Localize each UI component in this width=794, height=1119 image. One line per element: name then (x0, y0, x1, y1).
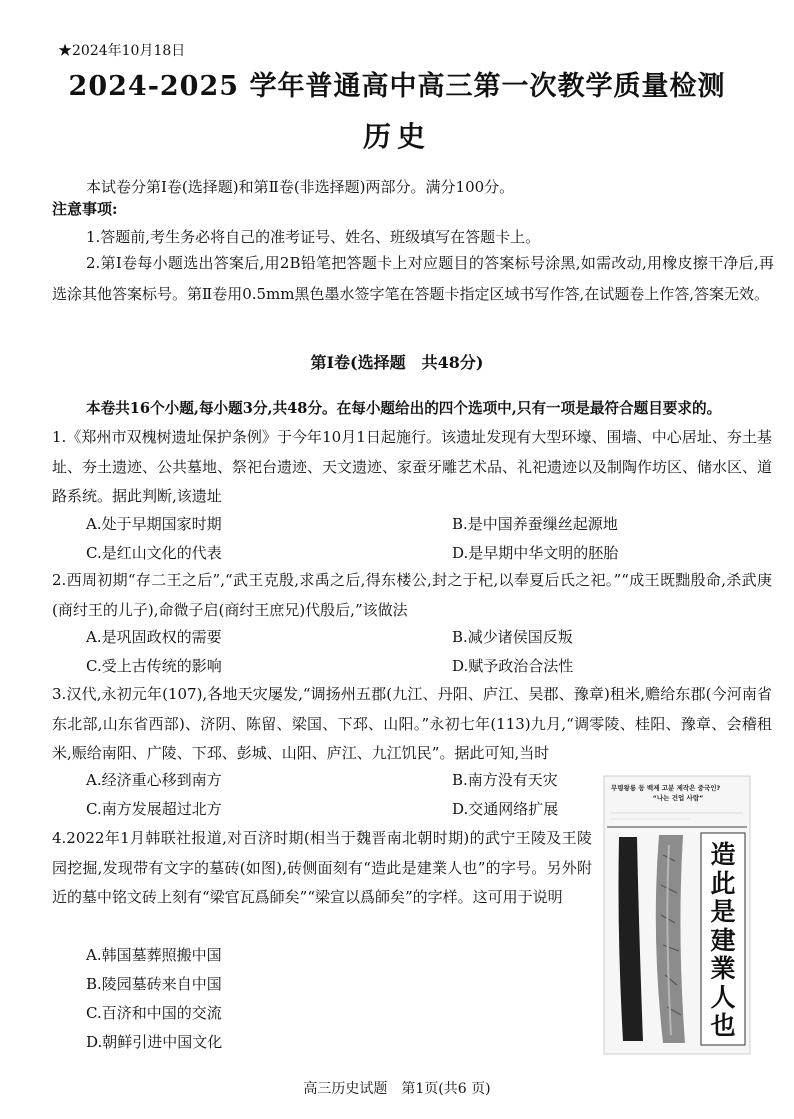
inscription-text: 造此是建業人也 (710, 840, 736, 1040)
exam-date: ★2024年10月18日 (58, 43, 186, 59)
question-3-stem: 3.汉代,永初元年(107),各地天灾屡发,“调扬州五郡(九江、丹阳、庐江、吴郡、豫章)租米,赡给东郡(今河南省东北部,山东省西部)、济阴、陈留、梁国、下邳、山阳。”永初七年(113)九月,“调零陵、桂阳、豫章、会稽租米,赈给南阳、广陵、下邳、彭城、山阳、庐江、九江饥民”。据此可知,当时 (52, 685, 772, 762)
question-4-option-c: C.百济和中国的交流 (86, 1004, 222, 1022)
section-instruction: 本卷共16个小题,每小题3分,共48分。在每小题给出的四个选项中,只有一项是最符合题目要求的。 (86, 400, 722, 417)
notice-heading: 注意事项: (52, 200, 118, 218)
question-3-option-a: A.经济重心移到南方 (86, 771, 222, 789)
tomb-brick-figure (603, 775, 751, 1055)
notice-item-1: 1.答题前,考生务必将自己的准考证号、姓名、班级填写在答题卡上。 (86, 228, 541, 246)
clipping-headline: 무령왕릉 등 백제 고분 제작은 중국인? (611, 784, 721, 792)
section-title: 第Ⅰ卷(选择题 共48分) (310, 353, 484, 372)
clipping-subheadline: “나는 건업 사람” (652, 794, 704, 802)
question-3-option-d: D.交通网络扩展 (452, 800, 559, 818)
exam-subject: 历史 (362, 120, 431, 153)
exam-intro: 本试卷分第Ⅰ卷(选择题)和第Ⅱ卷(非选择题)两部分。满分100分。 (86, 178, 515, 196)
question-1-option-a: A.处于早期国家时期 (86, 515, 222, 533)
question-4-option-d: D.朝鲜引进中国文化 (86, 1033, 223, 1051)
exam-title: 2024-2025 学年普通高中高三第一次教学质量检测 (68, 71, 726, 102)
question-1-option-c: C.是红山文化的代表 (86, 544, 222, 562)
question-1-option-b: B.是中国养蚕缫丝起源地 (452, 515, 618, 533)
question-2-option-d: D.赋予政治合法性 (452, 657, 574, 675)
question-2-option-a: A.是巩固政权的需要 (86, 628, 222, 646)
question-3-option-b: B.南方没有天灾 (452, 771, 558, 789)
question-3-option-c: C.南方发展超过北方 (86, 800, 222, 818)
question-2-stem: 2.西周初期“存二王之后”,“武王克殷,求禹之后,得东楼公,封之于杞,以奉夏后氏之祀。”“成王既黜殷命,杀武庚(商纣王的儿子),命微子启(商纣王庶兄)代殷后,”该做法 (52, 571, 772, 619)
question-4-option-a: A.韩国墓葬照搬中国 (86, 946, 222, 964)
question-2-option-b: B.减少诸侯国反叛 (452, 628, 573, 646)
question-1-stem: 1.《郑州市双槐树遗址保护条例》于今年10月1日起施行。该遗址发现有大型环壕、围墙、中心居址、夯土基址、夯土遗迹、公共墓地、祭祀台遗迹、天文遗迹、家蚕牙雕艺术品、礼祀遗迹以及制陶作坊区、储水区、道路系统。据此判断,该遗址 (52, 428, 773, 505)
question-4-stem: 4.2022年1月韩联社报道,对百济时期(相当于魏晋南北朝时期)的武宁王陵及王陵园挖掘,发现带有文字的墓砖(如图),砖侧面刻有“造此是建業人也”的字号。另外附近的墓中铭文砖上刻有“梁官瓦爲師矣”“梁宣以爲師矣”的字样。这可用于说明 (52, 829, 592, 906)
question-1-option-d: D.是早期中华文明的胚胎 (452, 544, 619, 562)
question-2-option-c: C.受上古传统的影响 (86, 657, 222, 675)
page-footer: 高三历史试题 第1页(共6 页) (303, 1081, 491, 1097)
question-4-option-b: B.陵园墓砖来自中国 (86, 975, 222, 993)
notice-item-2: 2.第Ⅰ卷每小题选出答案后,用2B铅笔把答题卡上对应题目的答案标号涂黑,如需改动,用橡皮擦干净后,再选涂其他答案标号。第Ⅱ卷用0.5mm黑色墨水签字笔在答题卡指定区域书写作答,在试题卷上作答,答案无效。 (52, 254, 774, 303)
